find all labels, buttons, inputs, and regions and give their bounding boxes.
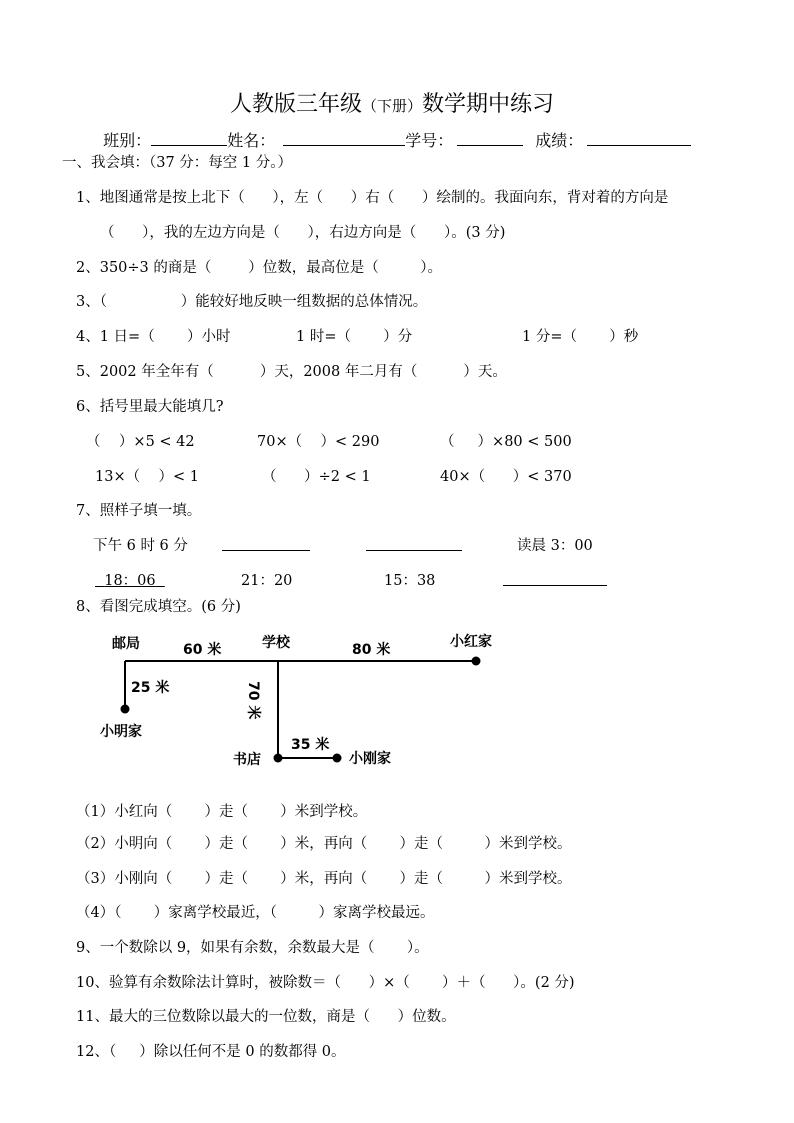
score-label: 成绩： (535, 131, 584, 150)
number-blank[interactable] (457, 130, 523, 146)
question-8-s1: （1）小红向（ ）走（ ）米到学校。 (76, 804, 368, 820)
label-dist-school-bookstore: 70 米 (245, 681, 261, 720)
label-dist-post-xiaoming: 25 米 (131, 680, 170, 696)
class-blank[interactable] (151, 130, 227, 146)
question-7-example-2-text: 18：06 (104, 573, 156, 589)
point-xiaohong-home (472, 657, 481, 666)
question-8-s3: （3）小刚向（ ）走（ ）米，再向（ ）走（ ）米到学校。 (76, 871, 572, 887)
question-10: 10、验算有余数除法计算时，被除数＝（ ）×（ ）＋（ ）。(2 分) (76, 975, 575, 991)
label-dist-post-school: 60 米 (183, 642, 222, 658)
label-bookstore: 书店 (233, 752, 261, 768)
question-6-r1a: （ ）×5 < 42 (86, 434, 195, 450)
question-2: 2、350÷3 的商是（ ）位数，最高位是（ ）。 (76, 260, 442, 276)
label-xiaoming-home: 小明家 (100, 724, 142, 740)
question-7-example-1: 下午 6 时 6 分 (93, 538, 188, 554)
question-7-blank-1[interactable] (222, 550, 310, 551)
label-school: 学校 (262, 635, 290, 651)
number-label: 学号： (405, 131, 454, 150)
label-xiaogang-home: 小刚家 (349, 751, 391, 767)
question-6-r2c: 40×（ ）< 370 (440, 469, 572, 485)
question-7-example-2 (95, 569, 165, 590)
point-bookstore (274, 754, 283, 763)
question-4b: 1 时=（ ）分 (296, 329, 413, 345)
question-12: 12、（ ）除以任何不是 0 的数都得 0。 (76, 1044, 346, 1060)
point-xiaoming-home (121, 705, 130, 714)
title-main-2: 数学期中练习 (422, 92, 555, 117)
score-blank[interactable] (587, 130, 691, 146)
question-7-given-2: 15：38 (384, 573, 436, 589)
question-3: 3、（ ）能较好地反映一组数据的总体情况。 (76, 294, 428, 310)
question-6-r2a: 13×（ ）< 1 (95, 469, 200, 485)
question-1-line-2: （ ），我的左边方向是（ ），右边方向是（ ）。(3 分) (100, 225, 506, 241)
question-7-blank-2[interactable] (366, 550, 462, 551)
section-heading: 一、我会填：（37 分：每空 1 分。） (62, 155, 293, 171)
question-6-stem: 6、括号里最大能填几? (76, 399, 224, 415)
question-1-line-1: 1、地图通常是按上北下（ ），左（ ）右（ ）绘制的。我面向东，背对着的方向是 (76, 190, 669, 206)
label-xiaohong-home: 小红家 (450, 634, 492, 650)
question-8-s2: （2）小明向（ ）走（ ）米，再向（ ）走（ ）米到学校。 (76, 836, 572, 852)
question-5: 5、2002 年全年有（ ）天，2008 年二月有（ ）天。 (76, 364, 507, 380)
question-9: 9、一个数除以 9，如果有余数，余数最大是（ ）。 (76, 940, 429, 956)
title-main-1: 人教版三年级 (230, 92, 363, 117)
name-blank[interactable] (283, 130, 405, 146)
class-label: 班别： (103, 131, 152, 150)
question-7-given-3: 读晨 3：00 (517, 538, 593, 554)
question-4a: 4、1 日=（ ）小时 (76, 329, 231, 345)
question-8-stem: 8、看图完成填空。(6 分) (76, 599, 241, 615)
name-label: 姓名： (227, 131, 276, 150)
question-7-stem: 7、照样子填一填。 (76, 503, 202, 519)
title-paren: （下册） (362, 97, 423, 115)
question-6-r2b: （ ）÷2 < 1 (262, 469, 371, 485)
question-4c: 1 分=（ ）秒 (522, 329, 639, 345)
question-6-r1c: （ ）×80 < 500 (440, 434, 572, 450)
label-dist-bookstore-xiaogang: 35 米 (291, 737, 330, 753)
question-8-s4: （4）（ ）家离学校最近，（ ）家离学校最远。 (76, 905, 435, 921)
question-7-given-1: 21：20 (241, 573, 293, 589)
label-post-office: 邮局 (112, 636, 140, 652)
point-xiaogang-home (333, 754, 342, 763)
student-info-row (93, 109, 691, 151)
label-dist-school-xiaohong: 80 米 (352, 642, 391, 658)
question-6-r1b: 70×（ ）< 290 (257, 434, 380, 450)
question-7-blank-3[interactable] (503, 585, 607, 586)
question-11: 11、最大的三位数除以最大的一位数，商是（ ）位数。 (76, 1009, 456, 1025)
